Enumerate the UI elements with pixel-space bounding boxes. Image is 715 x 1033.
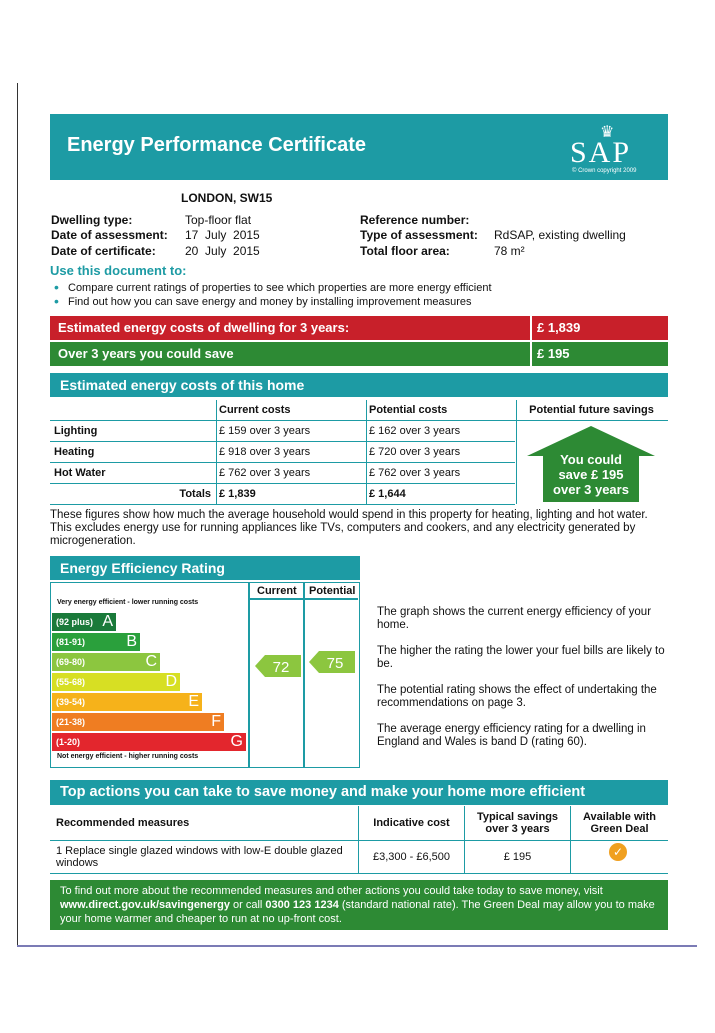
rating-band-letter: E bbox=[188, 693, 199, 710]
rating-text: The average energy efficiency rating for a dwelling in England and Wales is band D (rating 60). bbox=[377, 723, 646, 748]
totals-row: Totals £ 1,839 £ 1,644 bbox=[50, 484, 668, 505]
page-title: Energy Performance Certificate bbox=[67, 134, 367, 156]
costs-section-heading: Estimated energy costs of this home bbox=[50, 373, 668, 397]
savings-value: £ 195 bbox=[537, 346, 570, 361]
savings-line-1: You could bbox=[560, 452, 622, 467]
savingenergy-link[interactable]: www.direct.gov.uk/savingenergy bbox=[60, 899, 230, 911]
crown-copyright: © Crown copyright 2009 bbox=[572, 168, 637, 174]
potential-rating-value: 75 bbox=[326, 655, 344, 672]
assessment-type-label: Type of assessment: bbox=[360, 228, 478, 242]
rating-text: The graph shows the current energy efficiency of your home. bbox=[377, 606, 652, 631]
table-header: Potential costs bbox=[365, 400, 515, 421]
potential-rating-arrow bbox=[309, 651, 355, 673]
rating-band-range: (1-20) bbox=[56, 737, 81, 747]
current-column-header: Current bbox=[257, 585, 297, 597]
table-row: 1 Replace single glazed windows with low-E double glazed windows £3,300 - £6,500 £ 195 bbox=[50, 841, 668, 874]
divider bbox=[516, 400, 517, 504]
house-savings-icon bbox=[527, 426, 655, 502]
rating-top-note: Very energy efficient - lower running costs bbox=[57, 599, 199, 606]
rating-band-range: (21-38) bbox=[56, 717, 86, 727]
rating-band-range: (55-68) bbox=[56, 677, 86, 687]
current-rating-value: 72 bbox=[272, 659, 290, 676]
rating-band-a bbox=[52, 613, 116, 631]
reference-label: Reference number: bbox=[360, 213, 470, 227]
assessment-type-value: RdSAP, existing dwelling bbox=[494, 228, 626, 242]
table-header: Indicative cost bbox=[359, 806, 465, 841]
rating-band-range: (39-54) bbox=[56, 697, 86, 707]
rating-band-letter: C bbox=[145, 653, 157, 670]
assessment-date-value: 17 July 2015 bbox=[185, 228, 260, 242]
footer-panel bbox=[50, 880, 668, 930]
rating-band-b bbox=[52, 633, 140, 651]
savings-bar bbox=[50, 342, 668, 366]
table-header: Current costs bbox=[215, 400, 365, 421]
bullet-icon: • bbox=[54, 279, 59, 295]
sap-logo-text: SAP bbox=[570, 136, 632, 169]
certificate-date-label: Date of certificate: bbox=[51, 244, 156, 258]
rating-band-f bbox=[52, 713, 224, 731]
estimated-cost-bar bbox=[50, 316, 668, 340]
rating-band-letter: G bbox=[230, 733, 243, 750]
certificate-date-value: 20 July 2015 bbox=[185, 244, 260, 258]
rating-band-range: (92 plus) bbox=[56, 617, 94, 627]
table-header: Potential future savings bbox=[515, 400, 668, 421]
current-rating-arrow bbox=[255, 655, 301, 677]
actions-table bbox=[50, 806, 668, 874]
rating-band-letter: A bbox=[102, 613, 113, 630]
use-bullet: • Compare current ratings of properties to see which properties are more energy efficient bbox=[54, 279, 492, 295]
rating-band-letter: D bbox=[165, 673, 177, 690]
bullet-icon: • bbox=[54, 293, 59, 309]
divider bbox=[216, 400, 217, 504]
costs-note: These figures show how much the average household would spend in this property for heating, lighting and hot water. This excludes energy use for running appliances like TVs, computers and cookers, and any electricity generated by microgeneration. bbox=[50, 509, 648, 547]
rating-section-heading: Energy Efficiency Rating bbox=[50, 556, 360, 580]
divider bbox=[303, 582, 305, 768]
phone-number: 0300 123 1234 bbox=[265, 899, 339, 911]
divider bbox=[530, 316, 532, 340]
rating-band-letter: B bbox=[126, 633, 137, 650]
table-header: Recommended measures bbox=[50, 806, 359, 841]
rating-band-e bbox=[52, 693, 202, 711]
rating-band-letter: F bbox=[211, 713, 221, 730]
table-header bbox=[50, 400, 215, 421]
page-bottom-rule bbox=[17, 945, 697, 947]
savings-label: Over 3 years you could save bbox=[58, 346, 234, 361]
use-heading: Use this document to: bbox=[50, 263, 187, 278]
table-header-row bbox=[50, 400, 668, 421]
potential-column-header: Potential bbox=[309, 585, 356, 597]
rating-band-range: (81-91) bbox=[56, 637, 86, 647]
green-deal-check-icon: ✓ bbox=[609, 843, 627, 861]
actions-section-heading: Top actions you can take to save money and make your home more efficient bbox=[50, 780, 668, 805]
table-header: Available with Green Deal bbox=[571, 806, 669, 841]
sap-logo bbox=[570, 122, 652, 174]
rating-text: The potential rating shows the effect of undertaking the recommendations on page 3. bbox=[377, 684, 657, 709]
table-row: Hot Water £ 762 over 3 years £ 762 over 3 years bbox=[50, 463, 668, 484]
estimated-cost-value: £ 1,839 bbox=[537, 320, 581, 335]
crown-icon: ♛ bbox=[600, 124, 615, 141]
rating-text: The higher the rating the lower your fuel bills are likely to be. bbox=[377, 645, 665, 670]
divider bbox=[530, 342, 532, 366]
property-address: LONDON, SW15 bbox=[181, 191, 273, 205]
divider bbox=[248, 582, 250, 768]
savings-line-2: save £ 195 bbox=[558, 467, 624, 482]
estimated-cost-label: Estimated energy costs of dwelling for 3 years: bbox=[58, 320, 350, 335]
table-header: Typical savings over 3 years bbox=[465, 806, 571, 841]
rating-band-d bbox=[52, 673, 180, 691]
page-left-rule bbox=[17, 83, 18, 947]
dwelling-type-label: Dwelling type: bbox=[51, 213, 133, 227]
use-bullet: • Find out how you can save energy and money by installing improvement measures bbox=[54, 293, 472, 309]
footer-text: To find out more about the recommended measures and other actions you could take today to save money, visit www.direct.gov.uk/savingenergy or call 0300 123 1234 (standard national rate). The Green Deal may allow you to make your home warmer and cheaper to run at no up-front cost. bbox=[60, 885, 655, 925]
assessment-date-label: Date of assessment: bbox=[51, 228, 168, 242]
table-row: Heating £ 918 over 3 years £ 720 over 3 years bbox=[50, 442, 668, 463]
certificate-header bbox=[50, 114, 668, 180]
rating-band-range: (69-80) bbox=[56, 657, 86, 667]
divider bbox=[248, 598, 358, 600]
rating-band-g bbox=[52, 733, 246, 751]
rating-bottom-note: Not energy efficient - higher running costs bbox=[57, 753, 199, 760]
rating-band-c bbox=[52, 653, 160, 671]
savings-line-3: over 3 years bbox=[553, 482, 629, 497]
table-header-row bbox=[50, 806, 668, 841]
floor-area-label: Total floor area: bbox=[360, 244, 450, 258]
divider bbox=[366, 400, 367, 504]
table-row: Lighting £ 159 over 3 years £ 162 over 3 years bbox=[50, 421, 668, 442]
dwelling-type-value: Top-floor flat bbox=[185, 213, 252, 227]
floor-area-value: 78 m² bbox=[494, 244, 525, 258]
